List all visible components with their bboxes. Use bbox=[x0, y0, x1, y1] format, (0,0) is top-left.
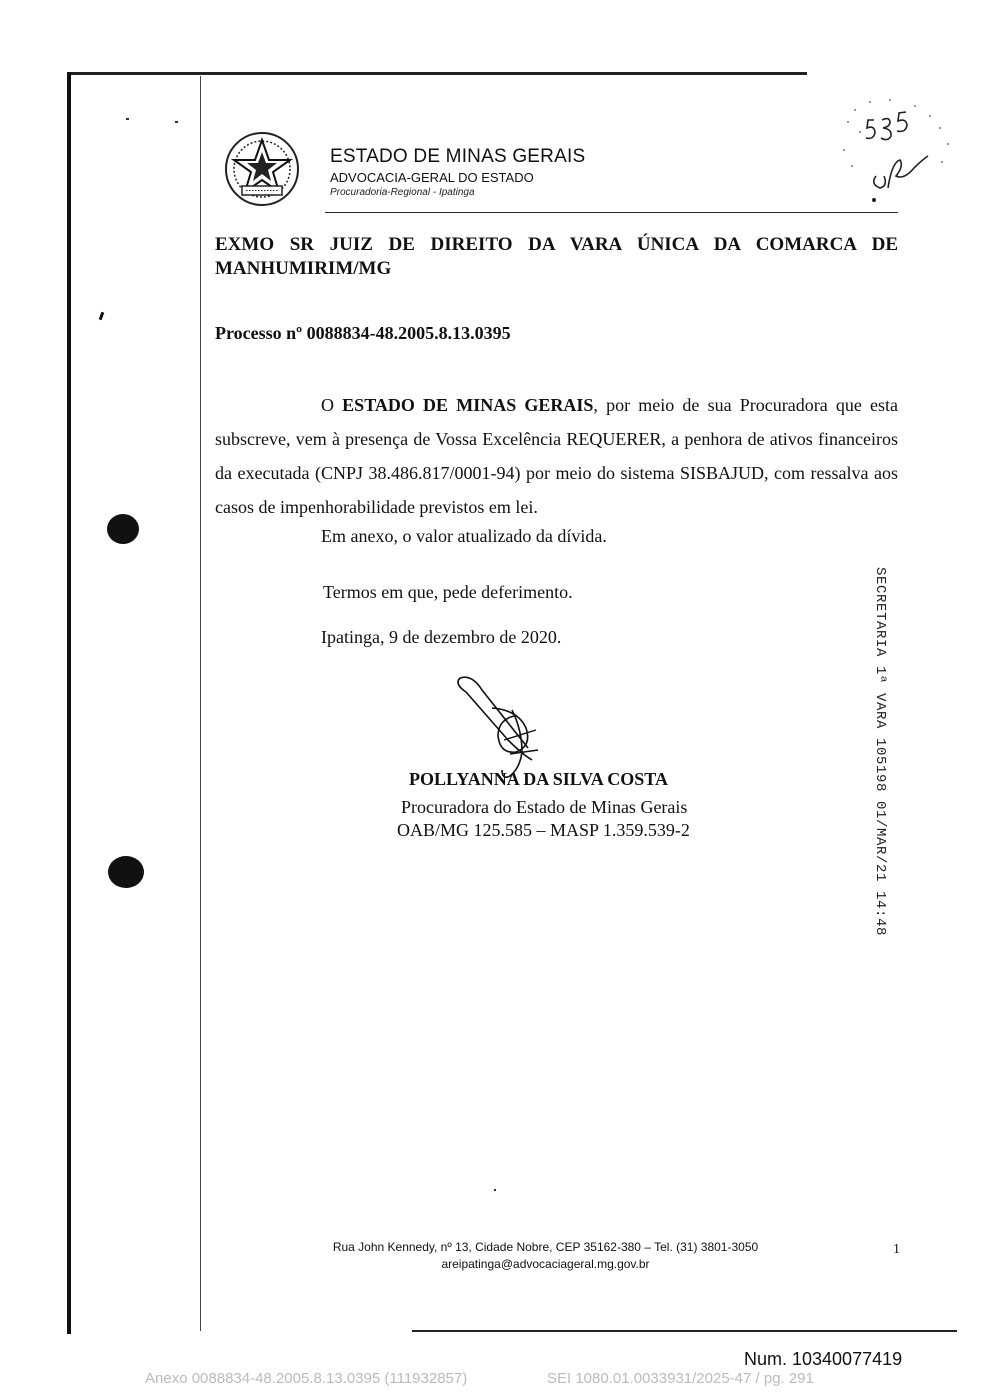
punch-hole bbox=[107, 514, 139, 544]
page-frame-left-line bbox=[67, 72, 71, 1334]
document-num: Num. 10340077419 bbox=[744, 1349, 903, 1369]
footer-email: areipatinga@advocaciageral.mg.gov.br bbox=[441, 1257, 650, 1271]
org-unit: Procuradoria-Regional - Ipatinga bbox=[330, 187, 475, 198]
request-paragraph bbox=[215, 388, 898, 524]
handwritten-page-mark bbox=[830, 92, 960, 210]
para-lead: O bbox=[321, 395, 343, 415]
org-name: ESTADO DE MINAS GERAIS bbox=[330, 146, 586, 167]
signer-role: Procuradora do Estado de Minas Gerais bbox=[401, 797, 688, 817]
header-rule bbox=[325, 212, 898, 213]
addressee-heading: EXMO SR JUIZ DE DIREITO DA VARA ÚNICA DA COMARCA DE MANHUMIRIM/MG bbox=[215, 234, 898, 279]
signer-name: POLLYANNA DA SILVA COSTA bbox=[409, 769, 668, 789]
org-subtitle: ADVOCACIA-GERAL DO ESTADO bbox=[330, 170, 534, 185]
page-margin-line bbox=[200, 76, 201, 1331]
coat-of-arms-icon bbox=[222, 130, 302, 208]
scan-speck bbox=[494, 1189, 496, 1191]
para-party: ESTADO DE MINAS GERAIS bbox=[342, 395, 594, 415]
protocol-stamp: SECRETARIA 1ª VARA 105198 01/MAR/21 14:48 bbox=[872, 567, 888, 937]
closing-line: Termos em que, pede deferimento. bbox=[323, 582, 573, 602]
signer-ids: OAB/MG 125.585 – MASP 1.359.539-2 bbox=[397, 820, 690, 840]
process-number: Processo nº 0088834-48.2005.8.13.0395 bbox=[215, 323, 511, 343]
page-frame-bottom-line bbox=[412, 1330, 957, 1332]
scan-speck bbox=[126, 118, 129, 120]
page-frame-top-line bbox=[67, 72, 807, 75]
punch-hole bbox=[108, 856, 144, 888]
scan-speck bbox=[99, 312, 105, 321]
place-date: Ipatinga, 9 de dezembro de 2020. bbox=[321, 627, 562, 647]
page-number: 1 bbox=[893, 1242, 900, 1257]
annex-reference: Anexo 0088834-48.2005.8.13.0395 (111932857) bbox=[145, 1370, 468, 1387]
annex-note: Em anexo, o valor atualizado da dívida. bbox=[321, 526, 607, 546]
sei-reference: SEI 1080.01.0033931/2025-47 / pg. 291 bbox=[547, 1370, 814, 1387]
footer-address: Rua John Kennedy, nº 13, Cidade Nobre, CEP 35162-380 – Tel. (31) 3801-3050 bbox=[332, 1240, 759, 1254]
scan-speck bbox=[175, 121, 178, 123]
para-text: , por meio de sua Procuradora que esta subscreve, vem à presença de Vossa Excelência REQUERER, a penhora de ativos financeiros da executada (CNPJ 38.486.817/0001-94) por meio do sistema SISBAJUD, com ressalva aos casos de impenhorabilidade previstos em lei. bbox=[215, 395, 899, 517]
